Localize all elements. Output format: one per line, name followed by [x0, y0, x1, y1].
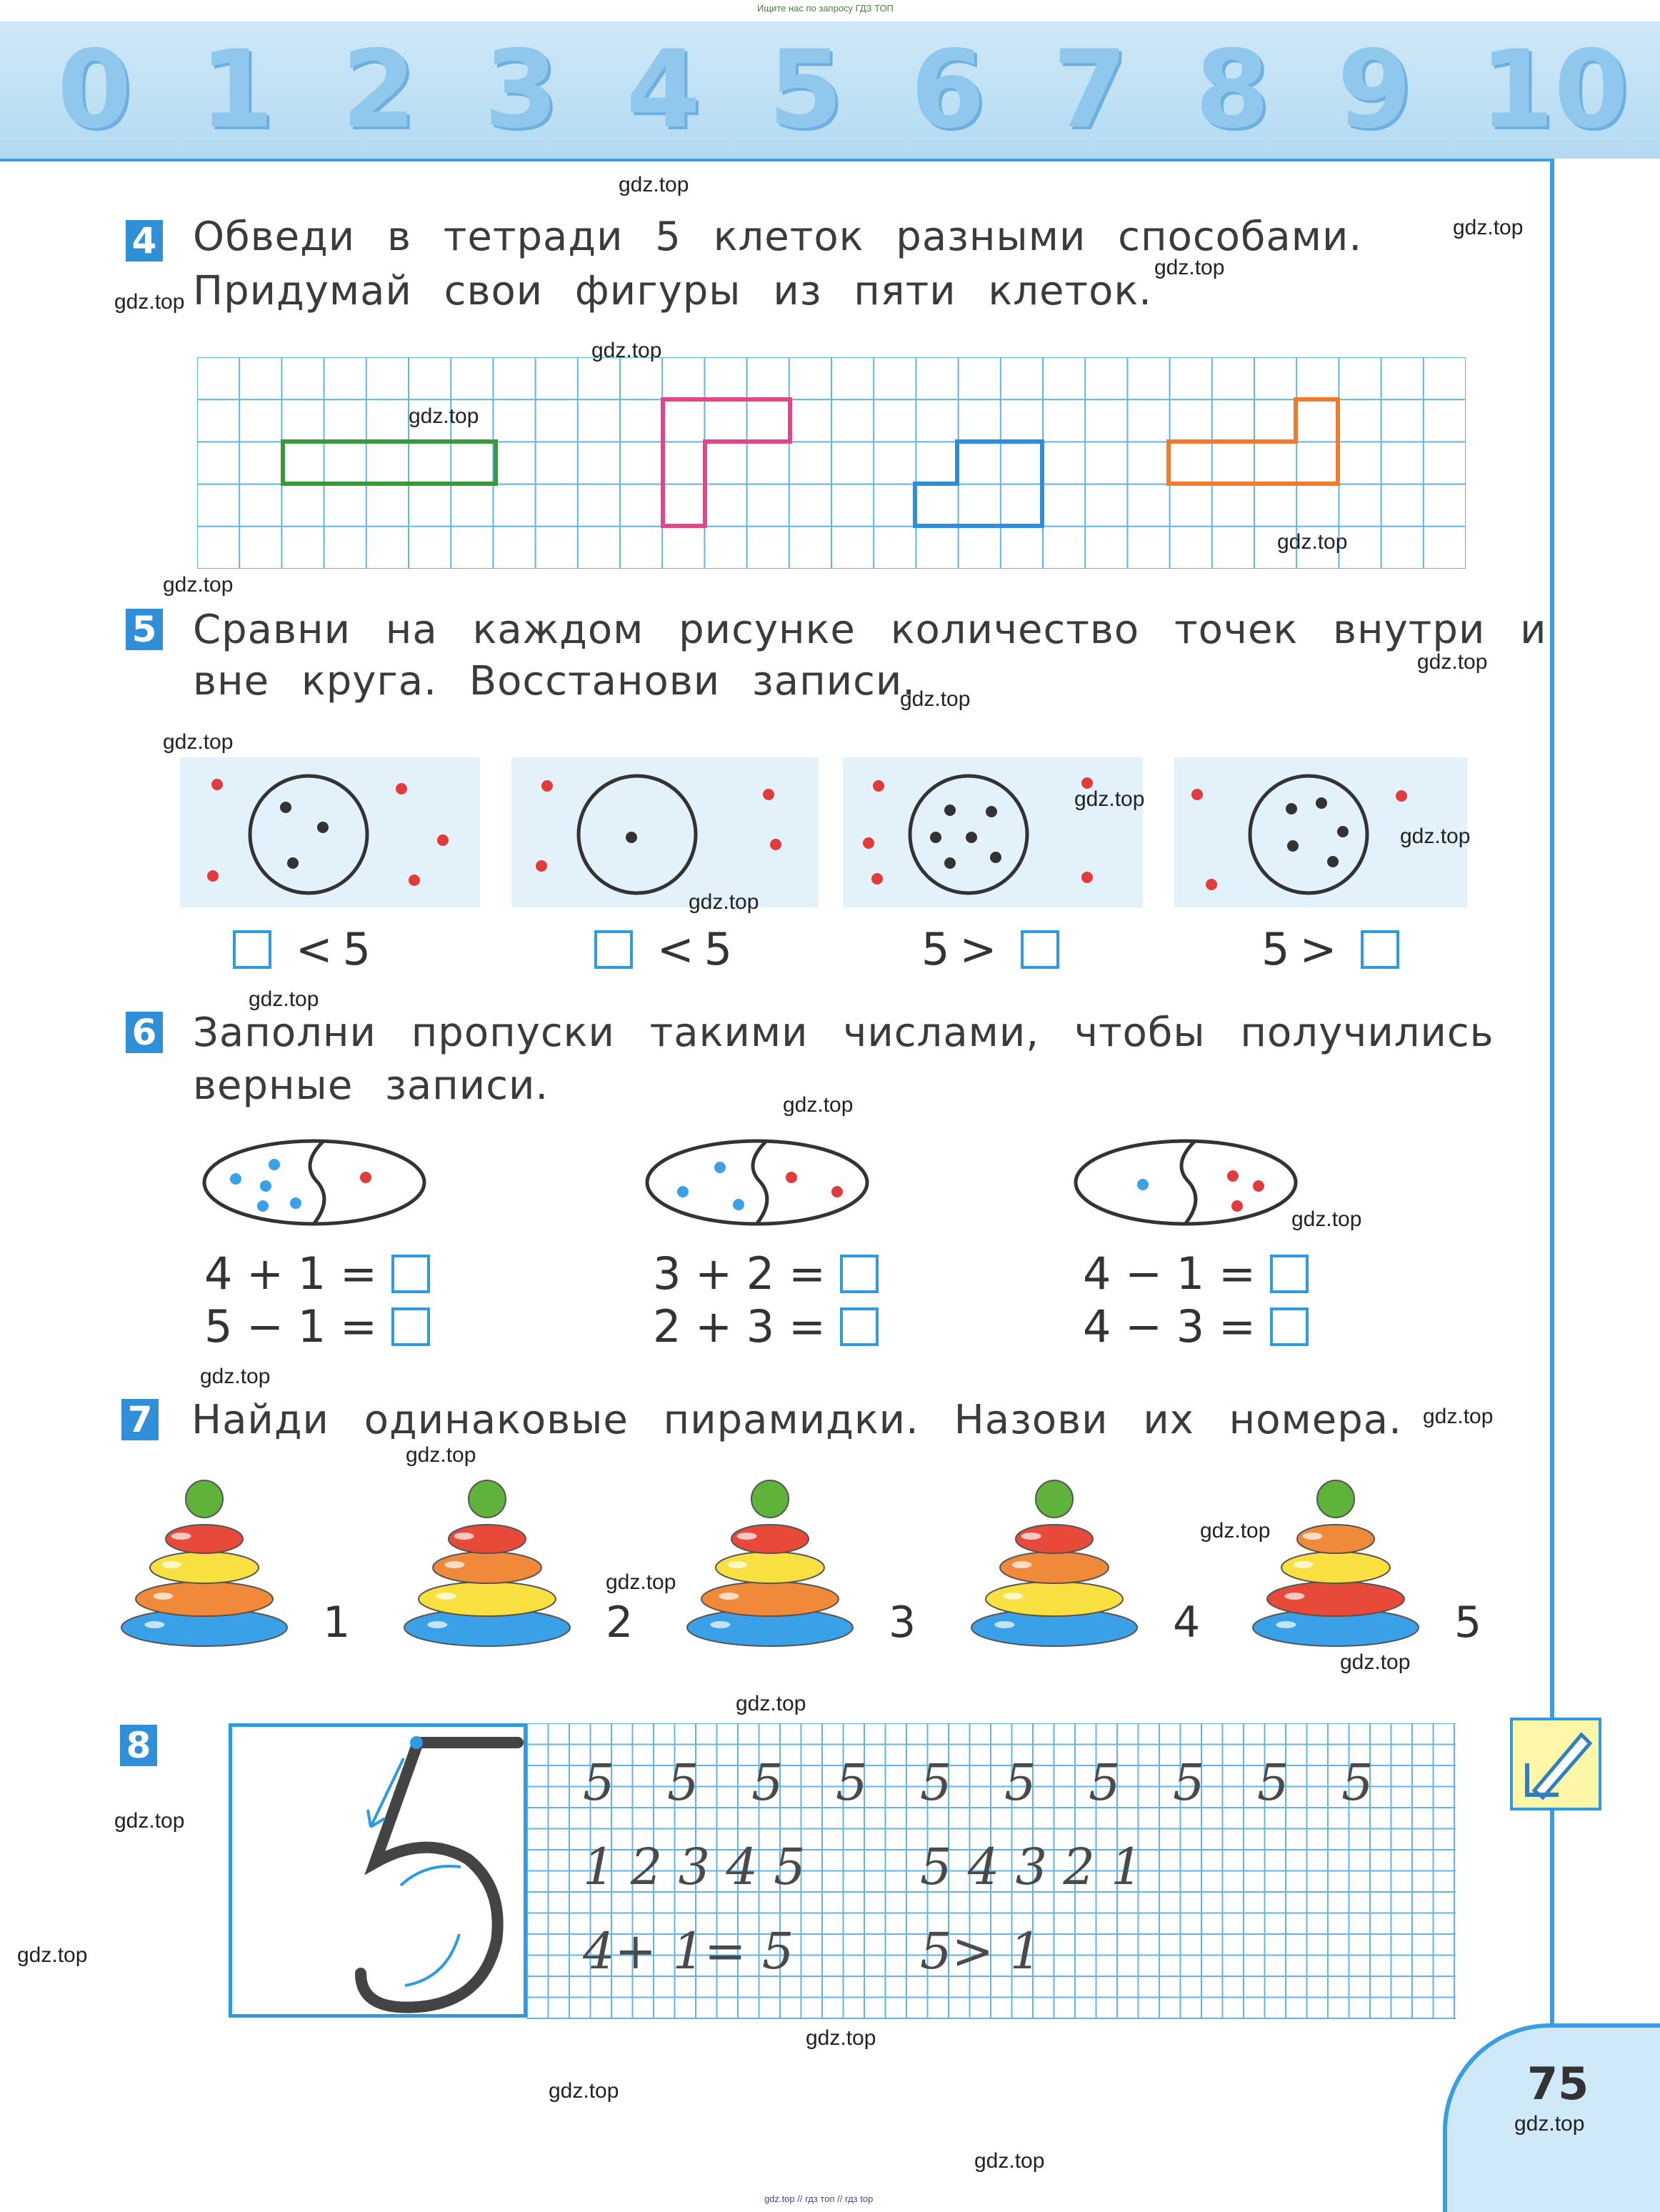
task4-text-line2: Придумай свои фигуры из пяти клеток. [193, 268, 1152, 314]
header-number: 8 [1195, 28, 1270, 152]
dots-panel-3 [843, 757, 1143, 907]
header-number: 4 [626, 28, 701, 152]
watermark: gdz.top [783, 1093, 854, 1117]
answer-box[interactable] [391, 1255, 430, 1293]
watermark: gdz.top [114, 290, 185, 314]
watermark: gdz.top [591, 339, 662, 362]
copy-digit: 5 [836, 1753, 868, 1812]
watermark: gdz.top [1340, 1650, 1411, 1674]
task7-text: Найди одинаковые пирамидки. Назови их номера. [191, 1397, 1402, 1443]
digit-sample-box [229, 1723, 527, 2018]
pyramid-number: 3 [889, 1598, 916, 1648]
watermark: gdz.top [689, 890, 759, 914]
task5-text-line1: Сравни на каждом рисунке количество точек внутри и [193, 607, 1547, 653]
sequence-ascending: 1 2 3 4 5 [583, 1838, 806, 1896]
pyramid-number: 4 [1173, 1598, 1201, 1648]
header-number: 6 [910, 28, 986, 152]
task4-badge: 4 [126, 220, 163, 261]
header-bottom-line [0, 159, 1554, 161]
watermark: gdz.top [163, 730, 234, 754]
copy-digit: 5 [667, 1753, 699, 1812]
answer-box[interactable] [594, 930, 633, 969]
task6-badge: 6 [126, 1012, 163, 1053]
copy-digit: 5 [1089, 1753, 1121, 1812]
header-number: 9 [1337, 28, 1412, 152]
copy-digit: 5 [751, 1753, 784, 1812]
watermark: gdz.top [17, 1943, 88, 1967]
watermark: gdz.top [200, 1365, 271, 1388]
watermark: gdz.top [1074, 787, 1145, 811]
task4-grid [197, 357, 1466, 569]
eq-group-1: 4 + 1 = 5 − 1 = [204, 1247, 430, 1353]
page-number: 75 [1527, 2058, 1589, 2110]
watermark: gdz.top [249, 987, 319, 1011]
copy-digit: 5 [920, 1753, 952, 1812]
footer-note: gdz.top // гдз топ // гдз top [764, 2193, 874, 2204]
compare-3: 5 > [921, 923, 1059, 975]
watermark: gdz.top [406, 1443, 476, 1467]
copy-digit: 5 [1004, 1753, 1036, 1812]
header-number: 0 [57, 28, 132, 152]
task6-text-line2: верные записи. [193, 1062, 549, 1109]
task4-text-line1: Обведи в тетради 5 клеток разными способами. [193, 214, 1363, 260]
eq-group-2: 3 + 2 = 2 + 3 = [653, 1247, 879, 1353]
top-note: Ищите нас по запросу ГДЗ ТОП [757, 3, 894, 14]
dots-panel-2 [511, 757, 819, 907]
pyramid [969, 1478, 1140, 1663]
watermark: gdz.top [1453, 216, 1524, 239]
watermark: gdz.top [806, 2026, 876, 2050]
answer-box[interactable] [1021, 930, 1059, 969]
sequence-descending: 5 4 3 2 1 [920, 1838, 1143, 1896]
copy-digit: 5 [583, 1753, 615, 1812]
pyramid [1250, 1478, 1421, 1663]
copy-digit: 5 [1257, 1753, 1289, 1812]
compare-1: < 5 [233, 923, 371, 975]
copy-digit: 5 [1173, 1753, 1205, 1812]
oval-2 [643, 1136, 871, 1229]
dots-panel-1 [180, 757, 480, 907]
eq-group-3: 4 − 1 = 4 − 3 = [1083, 1247, 1309, 1353]
task7-badge: 7 [121, 1399, 159, 1440]
pyramid [684, 1478, 856, 1663]
watermark: gdz.top [1417, 650, 1488, 674]
header-number: 2 [341, 28, 416, 152]
watermark: gdz.top [1154, 256, 1225, 279]
pyramid-number: 2 [606, 1598, 634, 1648]
answer-box[interactable] [391, 1307, 430, 1346]
answer-box[interactable] [1361, 930, 1399, 969]
header-number: 1 [199, 28, 274, 152]
header-number: 5 [768, 28, 843, 152]
watermark: gdz.top [900, 687, 971, 711]
oval-3 [1071, 1136, 1300, 1229]
header-numbers [57, 26, 1629, 154]
task8-badge: 8 [120, 1725, 157, 1766]
watermark: gdz.top [1200, 1519, 1271, 1543]
copy-digit: 5 [1341, 1753, 1374, 1812]
compare-4: 5 > [1261, 923, 1399, 975]
watermark: gdz.top [549, 2079, 619, 2103]
watermark: gdz.top [736, 1692, 806, 1715]
task6-text-line1: Заполни пропуски такими числами, чтобы получились [193, 1010, 1494, 1056]
answer-box[interactable] [840, 1307, 879, 1346]
compare-2: < 5 [594, 923, 732, 975]
watermark: gdz.top [1400, 824, 1471, 848]
watermark: gdz.top [1291, 1207, 1362, 1231]
task5-badge: 5 [126, 609, 163, 650]
answer-box[interactable] [840, 1255, 879, 1293]
pencil-icon [1510, 1718, 1601, 1810]
header-number: 7 [1052, 28, 1128, 152]
sample-inequality: 5> 1 [920, 1922, 1041, 1981]
answer-box[interactable] [1270, 1307, 1309, 1346]
watermark: gdz.top [619, 173, 689, 196]
shape-rectangle [283, 442, 496, 484]
header-number: 3 [484, 28, 559, 152]
pyramid [401, 1478, 573, 1663]
answer-box[interactable] [1270, 1255, 1309, 1293]
pyramid-number: 5 [1454, 1598, 1482, 1648]
oval-1 [200, 1136, 429, 1229]
watermark: gdz.top [1514, 2112, 1585, 2136]
answer-box[interactable] [233, 930, 271, 969]
watermark: gdz.top [114, 1809, 185, 1833]
shape-corner [663, 399, 790, 526]
watermark: gdz.top [974, 2149, 1045, 2173]
pyramid [119, 1478, 290, 1663]
watermark: gdz.top [606, 1570, 676, 1594]
watermark: gdz.top [1277, 530, 1348, 554]
watermark: gdz.top [1423, 1405, 1494, 1428]
pyramid-number: 1 [323, 1598, 351, 1648]
sample-equation: 4+ 1= 5 [583, 1922, 794, 1981]
task5-text-line2: вне круга. Восстанови записи. [193, 658, 916, 704]
watermark: gdz.top [163, 573, 234, 597]
header-number: 10 [1479, 28, 1629, 152]
watermark: gdz.top [409, 404, 479, 428]
